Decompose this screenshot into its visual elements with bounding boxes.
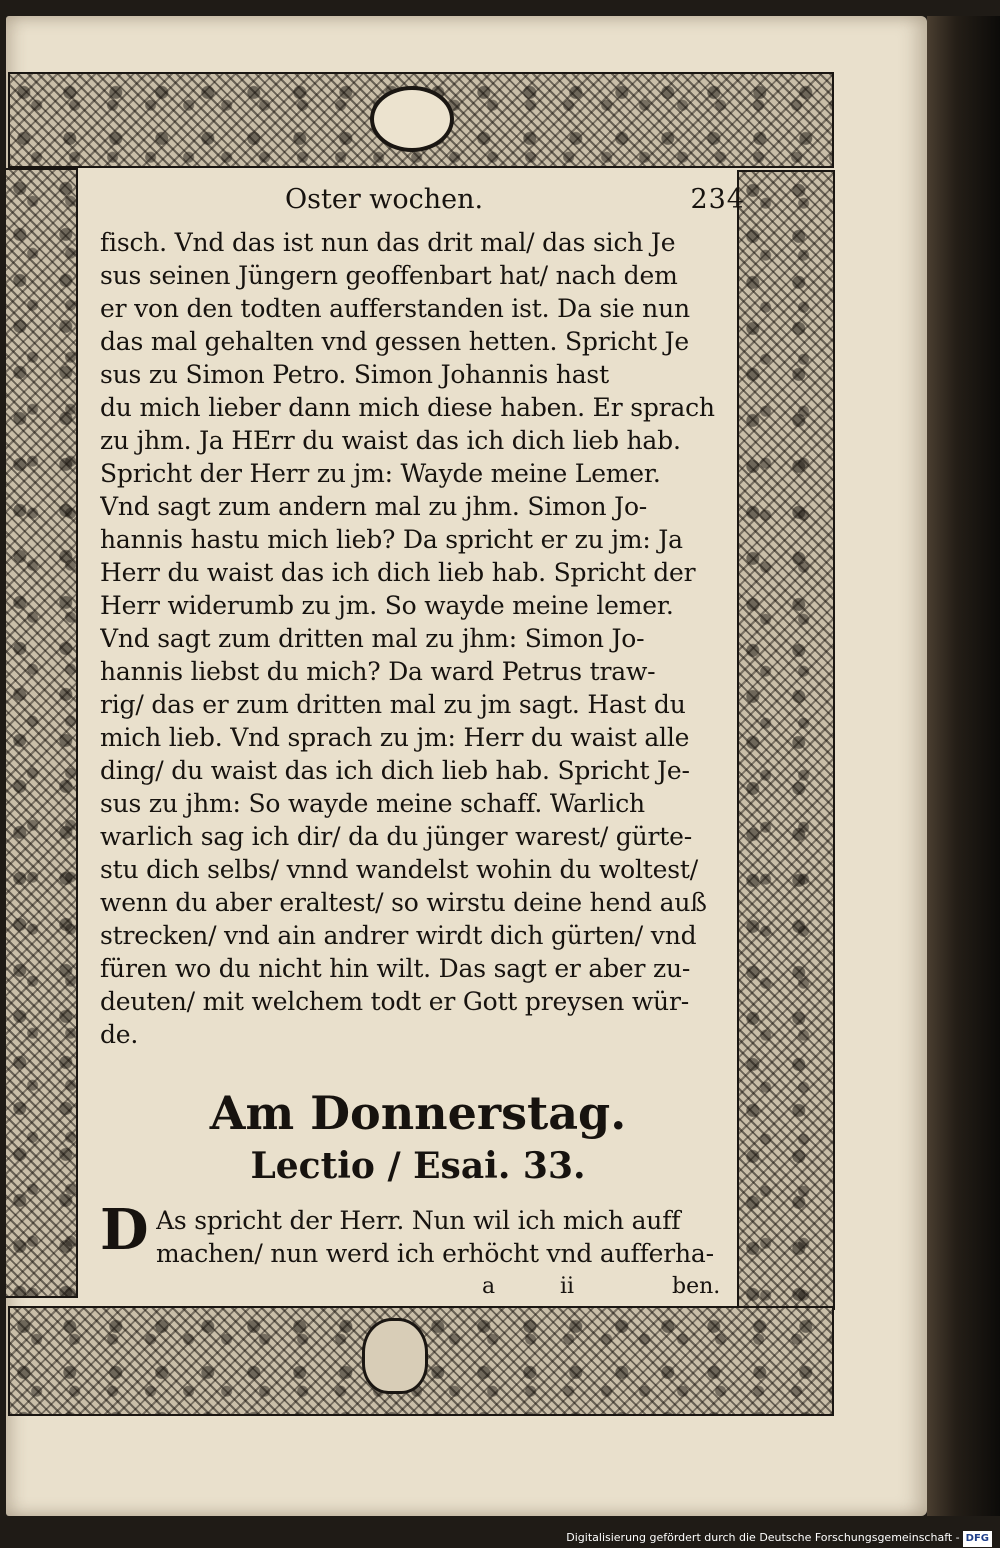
cartouche-ornament	[370, 86, 454, 152]
text-line: er von den todten aufferstanden ist. Da sie nun	[100, 294, 690, 323]
page-number: 234	[690, 184, 745, 215]
section-subheading: Lectio / Esai. 33.	[250, 1145, 586, 1187]
text-line: das mal gehalten vnd gessen hetten. Spricht Je	[100, 327, 689, 356]
credit-text: Digitalisierung gefördert durch die Deutsche Forschungsgemeinschaft -	[566, 1531, 960, 1544]
dfg-logo: DFG	[963, 1531, 992, 1547]
drop-cap: D	[100, 1197, 149, 1263]
text-line: rig/ das er zum dritten mal zu jm sagt. Hast du	[100, 690, 686, 719]
text-line: wenn du aber eraltest/ so wirstu deine hend auß	[100, 888, 707, 917]
text-line: hannis liebst du mich? Da ward Petrus traw-	[100, 657, 656, 686]
text-line: stu dich selbs/ vnnd wandelst wohin du woltest/	[100, 855, 698, 884]
text-line: ding/ du waist das ich dich lieb hab. Spricht Je-	[100, 756, 690, 785]
text-line: Spricht der Herr zu jm: Wayde meine Lemer.	[100, 459, 661, 488]
text-line: deuten/ mit welchem todt er Gott preysen wür-	[100, 987, 689, 1016]
book-edge	[927, 16, 1000, 1516]
text-line: de.	[100, 1020, 139, 1049]
lectio-line: As spricht der Herr. Nun wil ich mich auff	[156, 1206, 681, 1235]
woodcut-right-border	[737, 170, 835, 1310]
text-block	[100, 180, 745, 1310]
text-line: füren wo du nicht hin wilt. Das sagt er aber zu-	[100, 954, 691, 983]
text-line: Herr du waist das ich dich lieb hab. Spricht der	[100, 558, 696, 587]
digitization-credit	[566, 1530, 992, 1546]
signature-mark: a	[482, 1274, 496, 1299]
running-title: Oster wochen.	[285, 184, 484, 215]
signature-number: ii	[560, 1274, 575, 1299]
text-line: Herr widerumb zu jm. So wayde meine lemer.	[100, 591, 674, 620]
text-line: du mich lieber dann mich diese haben. Er sprach	[100, 393, 715, 422]
text-line: warlich sag ich dir/ da du jünger warest/ gürte-	[100, 822, 692, 851]
lectio-line: machen/ nun werd ich erhöcht vnd aufferha-	[156, 1239, 714, 1268]
catchword: ben.	[672, 1274, 721, 1299]
text-line: Vnd sagt zum dritten mal zu jhm: Simon Jo-	[100, 624, 645, 653]
text-line: sus zu Simon Petro. Simon Johannis hast	[100, 360, 609, 389]
text-line: Vnd sagt zum andern mal zu jhm. Simon Jo-	[100, 492, 648, 521]
section-heading: Am Donnerstag.	[209, 1086, 627, 1140]
text-line: sus seinen Jüngern geoffenbart hat/ nach dem	[100, 261, 678, 290]
text-line: sus zu jhm: So wayde meine schaff. Warlich	[100, 789, 645, 818]
face-ornament	[362, 1318, 428, 1394]
text-line: mich lieb. Vnd sprach zu jm: Herr du waist alle	[100, 723, 690, 752]
running-head	[285, 180, 745, 220]
woodcut-left-border	[6, 168, 78, 1298]
text-line: zu jhm. Ja HErr du waist das ich dich lieb hab.	[100, 426, 681, 455]
text-line: hannis hastu mich lieb? Da spricht er zu jm: Ja	[100, 525, 683, 554]
text-line: strecken/ vnd ain andrer wirdt dich gürten/ vnd	[100, 921, 697, 950]
text-line: fisch. Vnd das ist nun das drit mal/ das sich Je	[100, 228, 676, 257]
